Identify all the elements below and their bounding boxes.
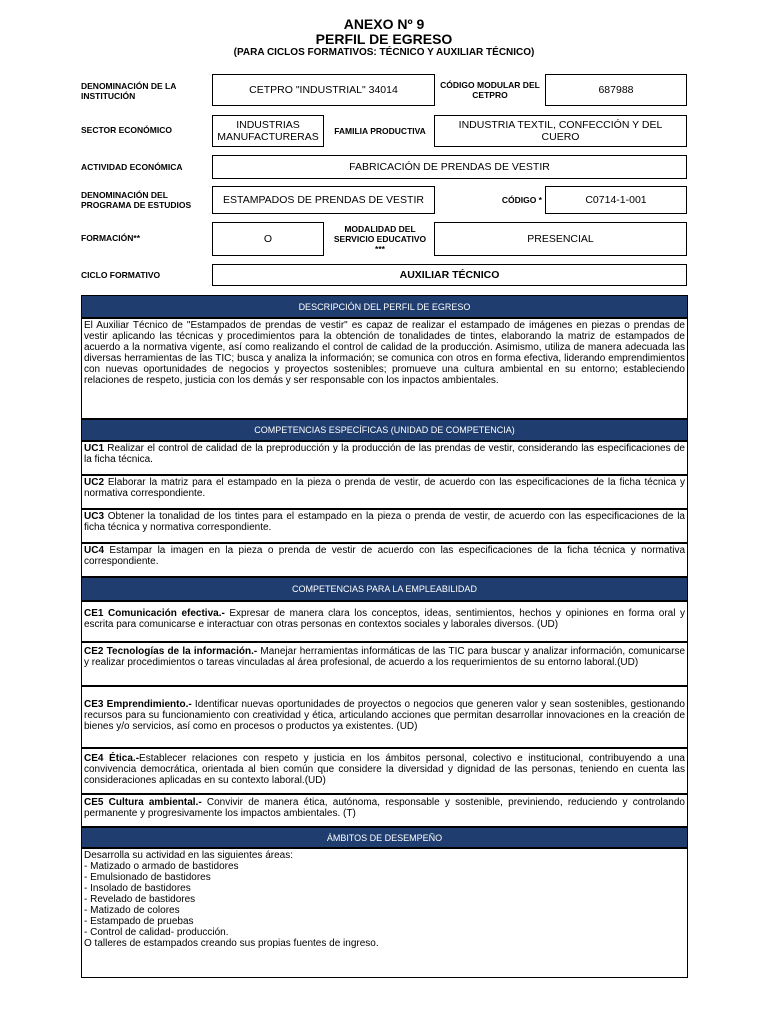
description-text: El Auxiliar Técnico de "Estampados de prendas de vestir" es capaz de realizar el estampado de imágenes en piezas o prendas de vestir aplicando las técnicas y procedimientos para la obtención de tonalidades de tintes, elaborando la matriz de estampados de acuerdo a la normativa vigente, así como realizando el control de calidad de la producción. Asimismo, utiliza de manera adecuada las diversas herramientas de las TIC; busca y analiza la información; se comunica con otros en forma efectiva, liderando emprendimientos con nuevas oportunidades de negocios y proyectos sostenibles; promueve una cultura ambiental en su entorno; estableciendo relaciones de respeto, justicia con los demás y ser responsable con los inpactos ambientales. (81, 318, 688, 419)
uc-code: UC1 (84, 443, 105, 454)
scope-line: - Insolado de bastidores (84, 883, 191, 894)
ce-title: CE5 Cultura ambiental.- (84, 797, 202, 808)
uc2-row (81, 475, 688, 509)
activity-value: FABRICACIÓN DE PRENDAS DE VESTIR (212, 155, 687, 179)
scope-list (81, 848, 688, 978)
description-header: DESCRIPCIÓN DEL PERFIL DE EGRESO (81, 295, 688, 318)
uc4-row (81, 543, 688, 577)
ce-title: CE4 Ética.- (84, 753, 140, 764)
ce2-row (81, 642, 688, 686)
uc-code: UC3 (84, 511, 105, 522)
scope-line: Desarrolla su actividad en las siguientes áreas: (84, 850, 293, 861)
sector-label: SECTOR ECONÓMICO (81, 125, 172, 135)
uc-text: Obtener la tonalidad de los tintes para el estampado en la pieza o prenda de vestir, de acuerdo con las especificaciones de la ficha técnica y normativa correspondiente. (84, 511, 685, 533)
ce-text: Convivir de manera ética, autónoma, responsable y sostenible, previniendo, reduciendo y controlando permanente y progresivamente los impactos ambientales. (T) (84, 797, 685, 819)
cycle-value: AUXILIAR TÉCNICO (212, 264, 687, 286)
uc-text: Realizar el control de calidad de la preproducción y la producción de las prendas de vestir, considerando las especificaciones de la ficha técnica. (84, 443, 685, 465)
scope-line: - Control de calidad- producción. (84, 927, 229, 938)
uc3-row (81, 509, 688, 543)
ce3-row (81, 686, 688, 748)
ce-title: CE3 Emprendimiento.- (84, 699, 192, 710)
profile-title: PERFIL DE EGRESO (315, 31, 453, 47)
family-label: FAMILIA PRODUCTIVA (334, 126, 426, 136)
ce-text: Establecer relaciones con respeto y justicia en los ámbitos personal, colectivo e institucional, contribuyendo a una convivencia democrática, orientada al bien común que considere la diversidad y dignidad de las personas, teniendo en cuenta las consideraciones aplicadas en su contexto laboral.(UD) (84, 753, 685, 786)
modular-code-label: CÓDIGO MODULAR DEL CETPRO (440, 80, 540, 100)
employability-header: COMPETENCIAS PARA LA EMPLEABILIDAD (81, 577, 688, 601)
scope-line: - Estampado de pruebas (84, 916, 194, 927)
ce5-row (81, 794, 688, 827)
profile-subtitle: (PARA CICLOS FORMATIVOS: TÉCNICO Y AUXILIAR TÉCNICO) (233, 47, 535, 58)
code-label: CÓDIGO * (501, 195, 542, 205)
specific-competences-header: COMPETENCIAS ESPECÍFICAS (UNIDAD DE COMPETENCIA) (81, 419, 688, 441)
scope-line: - Matizado o armado de bastidores (84, 861, 239, 872)
scope-header: ÁMBITOS DE DESEMPEÑO (81, 827, 688, 848)
scope-line: - Matizado de colores (84, 905, 180, 916)
uc-code: UC2 (84, 477, 105, 488)
ce4-row (81, 748, 688, 794)
ce-title: CE2 Tecnologías de la información.- (84, 646, 258, 657)
annex-title: ANEXO Nº 9 (343, 16, 425, 32)
training-value: O (212, 222, 324, 256)
scope-line: O talleres de estampados creando sus propias fuentes de ingreso. (84, 938, 379, 949)
cycle-label: CICLO FORMATIVO (81, 270, 161, 280)
uc-text: Elaborar la matriz para el estampado en la pieza o prenda de vestir, de acuerdo con las especificaciones de la ficha técnica y normativa correspondiente. (84, 477, 685, 499)
uc-text: Estampar la imagen en la pieza o prenda de vestir de acuerdo con las especificaciones de la ficha técnica y normativa correspondiente. (84, 545, 685, 567)
family-value: INDUSTRIA TEXTIL, CONFECCIÓN Y DEL CUERO (434, 115, 687, 147)
ce-text: Identificar nuevas oportunidades de proyectos o negocios que generen valor y sean sostenibles, gestionando recursos para su funcionamiento con creatividad y ética, articulando acciones que permitan desarrollar innovaciones en la creación de bienes y/o servicios, así como en procesos o productos ya existentes. (UD) (84, 699, 685, 732)
uc1-row (81, 441, 688, 475)
training-label: FORMACIÓN** (81, 233, 141, 243)
program-value: ESTAMPADOS DE PRENDAS DE VESTIR (212, 186, 435, 214)
modular-code-value: 687988 (545, 74, 687, 106)
activity-label: ACTIVIDAD ECONÓMICA (81, 162, 183, 172)
ce-text: Expresar de manera clara los conceptos, ideas, sentimientos, hechos y opiniones en forma oral y escrita para comunicarse e interactuar con otras personas en contextos sociales y laborales diversos. (UD) (84, 608, 685, 630)
program-label: DENOMINACIÓN DEL PROGRAMA DE ESTUDIOS (81, 190, 192, 210)
institution-label: DENOMINACIÓN DE LA INSTITUCIÓN (81, 81, 177, 101)
sector-value: INDUSTRIAS MANUFACTURERAS (212, 115, 324, 147)
ce-title: CE1 Comunicación efectiva.- (84, 608, 225, 619)
code-value: C0714-1-001 (545, 186, 687, 214)
ce1-row (81, 601, 688, 642)
uc-code: UC4 (84, 545, 105, 556)
modality-value: PRESENCIAL (434, 222, 687, 256)
ce-text: Manejar herramientas informáticas de las TIC para buscar y analizar información, comunicarse y realizar procedimientos o tareas vinculadas al área profesional, de acuerdo a los requerimientos de su entorno laboral.(UD) (84, 646, 686, 668)
institution-value: CETPRO "INDUSTRIAL" 34014 (212, 74, 435, 106)
modality-label: MODALIDAD DEL SERVICIO EDUCATIVO *** (333, 224, 427, 254)
scope-line: - Revelado de bastidores (84, 894, 196, 905)
scope-line: - Emulsionado de bastidores (84, 872, 211, 883)
